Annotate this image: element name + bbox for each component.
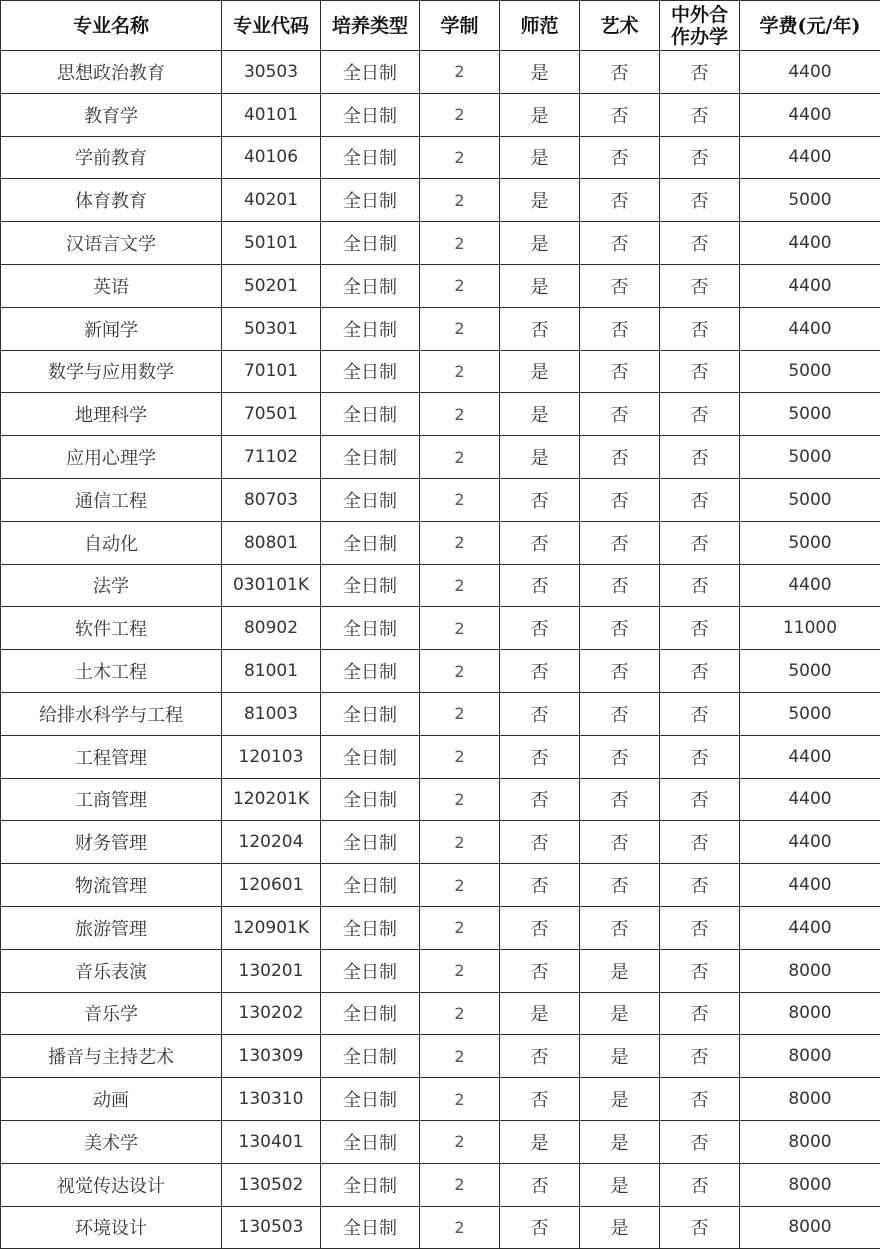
cell-major-code: 50301 bbox=[222, 307, 321, 350]
cell-major-code: 81003 bbox=[222, 692, 321, 735]
cell-study-type: 全日制 bbox=[321, 1035, 420, 1078]
cell-sino-foreign: 否 bbox=[660, 949, 740, 992]
table-row bbox=[1, 1206, 880, 1249]
header-major-code: 专业代码 bbox=[222, 1, 321, 51]
cell-sino-foreign: 否 bbox=[660, 1206, 740, 1249]
header-row bbox=[1, 1, 880, 51]
cell-major-code: 70101 bbox=[222, 350, 321, 393]
cell-art: 否 bbox=[580, 436, 660, 479]
cell-major-code: 80703 bbox=[222, 478, 321, 521]
header-duration: 学制 bbox=[420, 1, 500, 51]
cell-tuition: 4400 bbox=[740, 564, 880, 607]
cell-tuition: 11000 bbox=[740, 607, 880, 650]
cell-teacher-training: 否 bbox=[500, 778, 580, 821]
cell-sino-foreign: 否 bbox=[660, 778, 740, 821]
cell-art: 否 bbox=[580, 607, 660, 650]
cell-art: 是 bbox=[580, 1035, 660, 1078]
table-row bbox=[1, 906, 880, 949]
cell-duration: 2 bbox=[420, 564, 500, 607]
cell-study-type: 全日制 bbox=[321, 992, 420, 1035]
cell-major-name: 音乐学 bbox=[1, 992, 222, 1035]
cell-duration: 2 bbox=[420, 1206, 500, 1249]
table-row bbox=[1, 735, 880, 778]
header-tuition: 学费(元/年) bbox=[740, 1, 880, 51]
cell-major-code: 130502 bbox=[222, 1163, 321, 1206]
cell-teacher-training: 否 bbox=[500, 1035, 580, 1078]
cell-duration: 2 bbox=[420, 1163, 500, 1206]
cell-sino-foreign: 否 bbox=[660, 607, 740, 650]
cell-duration: 2 bbox=[420, 949, 500, 992]
cell-tuition: 5000 bbox=[740, 350, 880, 393]
table-row bbox=[1, 436, 880, 479]
cell-study-type: 全日制 bbox=[321, 607, 420, 650]
cell-major-name: 软件工程 bbox=[1, 607, 222, 650]
cell-teacher-training: 否 bbox=[500, 692, 580, 735]
cell-sino-foreign: 否 bbox=[660, 51, 740, 94]
cell-major-code: 81001 bbox=[222, 650, 321, 693]
cell-tuition: 4400 bbox=[740, 136, 880, 179]
cell-teacher-training: 是 bbox=[500, 179, 580, 222]
cell-teacher-training: 是 bbox=[500, 992, 580, 1035]
cell-duration: 2 bbox=[420, 179, 500, 222]
cell-teacher-training: 是 bbox=[500, 264, 580, 307]
cell-major-name: 财务管理 bbox=[1, 821, 222, 864]
cell-major-name: 物流管理 bbox=[1, 864, 222, 907]
cell-art: 否 bbox=[580, 51, 660, 94]
cell-art: 否 bbox=[580, 650, 660, 693]
table-row bbox=[1, 1120, 880, 1163]
table-row bbox=[1, 650, 880, 693]
cell-major-name: 美术学 bbox=[1, 1120, 222, 1163]
cell-sino-foreign: 否 bbox=[660, 1120, 740, 1163]
cell-major-code: 130503 bbox=[222, 1206, 321, 1249]
cell-sino-foreign: 否 bbox=[660, 136, 740, 179]
cell-art: 是 bbox=[580, 1078, 660, 1121]
table-row bbox=[1, 521, 880, 564]
cell-study-type: 全日制 bbox=[321, 436, 420, 479]
cell-art: 是 bbox=[580, 1206, 660, 1249]
cell-major-name: 新闻学 bbox=[1, 307, 222, 350]
cell-major-code: 80902 bbox=[222, 607, 321, 650]
cell-duration: 2 bbox=[420, 436, 500, 479]
cell-major-name: 教育学 bbox=[1, 93, 222, 136]
cell-study-type: 全日制 bbox=[321, 478, 420, 521]
cell-teacher-training: 是 bbox=[500, 136, 580, 179]
cell-major-name: 工程管理 bbox=[1, 735, 222, 778]
cell-study-type: 全日制 bbox=[321, 949, 420, 992]
cell-sino-foreign: 否 bbox=[660, 521, 740, 564]
cell-sino-foreign: 否 bbox=[660, 735, 740, 778]
cell-tuition: 8000 bbox=[740, 992, 880, 1035]
cell-teacher-training: 是 bbox=[500, 350, 580, 393]
cell-tuition: 5000 bbox=[740, 436, 880, 479]
cell-art: 否 bbox=[580, 222, 660, 265]
cell-art: 否 bbox=[580, 93, 660, 136]
table-row bbox=[1, 821, 880, 864]
cell-major-name: 环境设计 bbox=[1, 1206, 222, 1249]
table-row bbox=[1, 564, 880, 607]
table-row bbox=[1, 1078, 880, 1121]
cell-major-code: 120204 bbox=[222, 821, 321, 864]
cell-major-code: 120103 bbox=[222, 735, 321, 778]
cell-sino-foreign: 否 bbox=[660, 864, 740, 907]
cell-teacher-training: 否 bbox=[500, 650, 580, 693]
cell-major-code: 40201 bbox=[222, 179, 321, 222]
cell-sino-foreign: 否 bbox=[660, 222, 740, 265]
cell-tuition: 8000 bbox=[740, 949, 880, 992]
cell-art: 否 bbox=[580, 136, 660, 179]
table-row bbox=[1, 264, 880, 307]
cell-study-type: 全日制 bbox=[321, 564, 420, 607]
cell-art: 是 bbox=[580, 992, 660, 1035]
cell-sino-foreign: 否 bbox=[660, 906, 740, 949]
cell-tuition: 4400 bbox=[740, 222, 880, 265]
cell-art: 否 bbox=[580, 778, 660, 821]
cell-art: 是 bbox=[580, 1120, 660, 1163]
cell-major-code: 120601 bbox=[222, 864, 321, 907]
cell-study-type: 全日制 bbox=[321, 735, 420, 778]
cell-major-code: 80801 bbox=[222, 521, 321, 564]
cell-art: 否 bbox=[580, 478, 660, 521]
table-row bbox=[1, 864, 880, 907]
table-row bbox=[1, 607, 880, 650]
cell-major-name: 播音与主持艺术 bbox=[1, 1035, 222, 1078]
table-row bbox=[1, 778, 880, 821]
cell-study-type: 全日制 bbox=[321, 307, 420, 350]
cell-duration: 2 bbox=[420, 350, 500, 393]
table-row bbox=[1, 949, 880, 992]
header-study-type: 培养类型 bbox=[321, 1, 420, 51]
cell-tuition: 4400 bbox=[740, 264, 880, 307]
cell-study-type: 全日制 bbox=[321, 136, 420, 179]
cell-study-type: 全日制 bbox=[321, 1120, 420, 1163]
cell-teacher-training: 是 bbox=[500, 393, 580, 436]
cell-major-code: 130201 bbox=[222, 949, 321, 992]
cell-study-type: 全日制 bbox=[321, 821, 420, 864]
cell-duration: 2 bbox=[420, 478, 500, 521]
table-row bbox=[1, 478, 880, 521]
cell-major-name: 思想政治教育 bbox=[1, 51, 222, 94]
cell-major-code: 130401 bbox=[222, 1120, 321, 1163]
table-row bbox=[1, 51, 880, 94]
cell-major-name: 地理科学 bbox=[1, 393, 222, 436]
cell-tuition: 4400 bbox=[740, 906, 880, 949]
cell-major-name: 英语 bbox=[1, 264, 222, 307]
cell-tuition: 8000 bbox=[740, 1120, 880, 1163]
cell-tuition: 4400 bbox=[740, 864, 880, 907]
cell-study-type: 全日制 bbox=[321, 264, 420, 307]
cell-art: 否 bbox=[580, 179, 660, 222]
cell-study-type: 全日制 bbox=[321, 350, 420, 393]
cell-duration: 2 bbox=[420, 93, 500, 136]
cell-study-type: 全日制 bbox=[321, 864, 420, 907]
cell-major-name: 工商管理 bbox=[1, 778, 222, 821]
cell-tuition: 4400 bbox=[740, 51, 880, 94]
cell-art: 否 bbox=[580, 864, 660, 907]
cell-duration: 2 bbox=[420, 222, 500, 265]
cell-art: 否 bbox=[580, 307, 660, 350]
cell-teacher-training: 否 bbox=[500, 1206, 580, 1249]
cell-duration: 2 bbox=[420, 51, 500, 94]
table-row bbox=[1, 93, 880, 136]
cell-study-type: 全日制 bbox=[321, 1206, 420, 1249]
cell-art: 否 bbox=[580, 821, 660, 864]
cell-teacher-training: 否 bbox=[500, 949, 580, 992]
cell-sino-foreign: 否 bbox=[660, 478, 740, 521]
cell-duration: 2 bbox=[420, 735, 500, 778]
cell-art: 否 bbox=[580, 521, 660, 564]
cell-study-type: 全日制 bbox=[321, 692, 420, 735]
table-row bbox=[1, 136, 880, 179]
cell-teacher-training: 是 bbox=[500, 93, 580, 136]
cell-major-code: 70501 bbox=[222, 393, 321, 436]
cell-major-name: 通信工程 bbox=[1, 478, 222, 521]
cell-art: 否 bbox=[580, 564, 660, 607]
cell-teacher-training: 否 bbox=[500, 478, 580, 521]
cell-study-type: 全日制 bbox=[321, 51, 420, 94]
cell-duration: 2 bbox=[420, 1078, 500, 1121]
cell-major-name: 动画 bbox=[1, 1078, 222, 1121]
cell-teacher-training: 否 bbox=[500, 906, 580, 949]
cell-teacher-training: 否 bbox=[500, 735, 580, 778]
cell-major-code: 40101 bbox=[222, 93, 321, 136]
cell-major-name: 法学 bbox=[1, 564, 222, 607]
cell-study-type: 全日制 bbox=[321, 778, 420, 821]
cell-major-name: 给排水科学与工程 bbox=[1, 692, 222, 735]
cell-major-name: 土木工程 bbox=[1, 650, 222, 693]
table-row bbox=[1, 393, 880, 436]
cell-duration: 2 bbox=[420, 307, 500, 350]
cell-art: 否 bbox=[580, 735, 660, 778]
cell-teacher-training: 是 bbox=[500, 222, 580, 265]
cell-study-type: 全日制 bbox=[321, 1078, 420, 1121]
cell-duration: 2 bbox=[420, 650, 500, 693]
cell-study-type: 全日制 bbox=[321, 521, 420, 564]
cell-art: 否 bbox=[580, 393, 660, 436]
cell-art: 否 bbox=[580, 692, 660, 735]
cell-study-type: 全日制 bbox=[321, 393, 420, 436]
table-row bbox=[1, 307, 880, 350]
cell-sino-foreign: 否 bbox=[660, 93, 740, 136]
cell-tuition: 4400 bbox=[740, 307, 880, 350]
cell-major-name: 数学与应用数学 bbox=[1, 350, 222, 393]
cell-teacher-training: 是 bbox=[500, 1120, 580, 1163]
cell-major-code: 030101K bbox=[222, 564, 321, 607]
cell-major-code: 30503 bbox=[222, 51, 321, 94]
cell-teacher-training: 是 bbox=[500, 436, 580, 479]
header-major-name: 专业名称 bbox=[1, 1, 222, 51]
cell-study-type: 全日制 bbox=[321, 650, 420, 693]
cell-tuition: 8000 bbox=[740, 1035, 880, 1078]
header-art: 艺术 bbox=[580, 1, 660, 51]
cell-duration: 2 bbox=[420, 1120, 500, 1163]
cell-art: 否 bbox=[580, 906, 660, 949]
cell-duration: 2 bbox=[420, 992, 500, 1035]
cell-teacher-training: 否 bbox=[500, 521, 580, 564]
cell-teacher-training: 是 bbox=[500, 51, 580, 94]
cell-major-code: 120901K bbox=[222, 906, 321, 949]
cell-teacher-training: 否 bbox=[500, 607, 580, 650]
cell-tuition: 5000 bbox=[740, 478, 880, 521]
cell-study-type: 全日制 bbox=[321, 906, 420, 949]
cell-study-type: 全日制 bbox=[321, 93, 420, 136]
cell-tuition: 4400 bbox=[740, 778, 880, 821]
cell-tuition: 4400 bbox=[740, 93, 880, 136]
cell-sino-foreign: 否 bbox=[660, 1035, 740, 1078]
cell-major-code: 71102 bbox=[222, 436, 321, 479]
cell-duration: 2 bbox=[420, 607, 500, 650]
cell-major-name: 应用心理学 bbox=[1, 436, 222, 479]
header-teacher-training: 师范 bbox=[500, 1, 580, 51]
table-row bbox=[1, 992, 880, 1035]
cell-study-type: 全日制 bbox=[321, 1163, 420, 1206]
cell-art: 否 bbox=[580, 264, 660, 307]
cell-duration: 2 bbox=[420, 864, 500, 907]
cell-teacher-training: 否 bbox=[500, 821, 580, 864]
cell-art: 是 bbox=[580, 949, 660, 992]
cell-tuition: 8000 bbox=[740, 1206, 880, 1249]
cell-sino-foreign: 否 bbox=[660, 307, 740, 350]
cell-major-name: 体育教育 bbox=[1, 179, 222, 222]
cell-major-name: 汉语言文学 bbox=[1, 222, 222, 265]
cell-sino-foreign: 否 bbox=[660, 179, 740, 222]
cell-major-code: 130202 bbox=[222, 992, 321, 1035]
cell-major-name: 音乐表演 bbox=[1, 949, 222, 992]
table-row bbox=[1, 692, 880, 735]
cell-tuition: 5000 bbox=[740, 650, 880, 693]
table-body bbox=[1, 51, 880, 1249]
cell-duration: 2 bbox=[420, 1035, 500, 1078]
cell-duration: 2 bbox=[420, 264, 500, 307]
cell-tuition: 8000 bbox=[740, 1078, 880, 1121]
cell-major-code: 120201K bbox=[222, 778, 321, 821]
cell-major-name: 旅游管理 bbox=[1, 906, 222, 949]
cell-sino-foreign: 否 bbox=[660, 350, 740, 393]
cell-duration: 2 bbox=[420, 521, 500, 564]
cell-sino-foreign: 否 bbox=[660, 1078, 740, 1121]
cell-sino-foreign: 否 bbox=[660, 436, 740, 479]
cell-art: 是 bbox=[580, 1163, 660, 1206]
cell-sino-foreign: 否 bbox=[660, 692, 740, 735]
cell-duration: 2 bbox=[420, 906, 500, 949]
cell-tuition: 5000 bbox=[740, 393, 880, 436]
cell-major-code: 130309 bbox=[222, 1035, 321, 1078]
cell-sino-foreign: 否 bbox=[660, 650, 740, 693]
cell-tuition: 5000 bbox=[740, 692, 880, 735]
cell-teacher-training: 否 bbox=[500, 564, 580, 607]
cell-sino-foreign: 否 bbox=[660, 992, 740, 1035]
cell-sino-foreign: 否 bbox=[660, 564, 740, 607]
cell-tuition: 4400 bbox=[740, 735, 880, 778]
cell-sino-foreign: 否 bbox=[660, 821, 740, 864]
cell-major-code: 50101 bbox=[222, 222, 321, 265]
cell-study-type: 全日制 bbox=[321, 179, 420, 222]
cell-teacher-training: 否 bbox=[500, 307, 580, 350]
cell-art: 否 bbox=[580, 350, 660, 393]
cell-sino-foreign: 否 bbox=[660, 264, 740, 307]
cell-sino-foreign: 否 bbox=[660, 1163, 740, 1206]
cell-duration: 2 bbox=[420, 393, 500, 436]
table-row bbox=[1, 350, 880, 393]
cell-tuition: 4400 bbox=[740, 821, 880, 864]
header-sino-foreign: 中外合作办学 bbox=[660, 1, 740, 51]
table-row bbox=[1, 179, 880, 222]
cell-major-code: 50201 bbox=[222, 264, 321, 307]
cell-tuition: 5000 bbox=[740, 521, 880, 564]
cell-tuition: 5000 bbox=[740, 179, 880, 222]
cell-duration: 2 bbox=[420, 778, 500, 821]
cell-major-name: 学前教育 bbox=[1, 136, 222, 179]
table-row bbox=[1, 1035, 880, 1078]
cell-sino-foreign: 否 bbox=[660, 393, 740, 436]
cell-teacher-training: 否 bbox=[500, 1078, 580, 1121]
table-row bbox=[1, 1163, 880, 1206]
cell-major-code: 40106 bbox=[222, 136, 321, 179]
cell-duration: 2 bbox=[420, 821, 500, 864]
cell-teacher-training: 否 bbox=[500, 864, 580, 907]
cell-major-code: 130310 bbox=[222, 1078, 321, 1121]
cell-major-name: 自动化 bbox=[1, 521, 222, 564]
cell-study-type: 全日制 bbox=[321, 222, 420, 265]
cell-tuition: 8000 bbox=[740, 1163, 880, 1206]
cell-duration: 2 bbox=[420, 136, 500, 179]
cell-duration: 2 bbox=[420, 692, 500, 735]
table-row bbox=[1, 222, 880, 265]
cell-teacher-training: 否 bbox=[500, 1163, 580, 1206]
cell-major-name: 视觉传达设计 bbox=[1, 1163, 222, 1206]
